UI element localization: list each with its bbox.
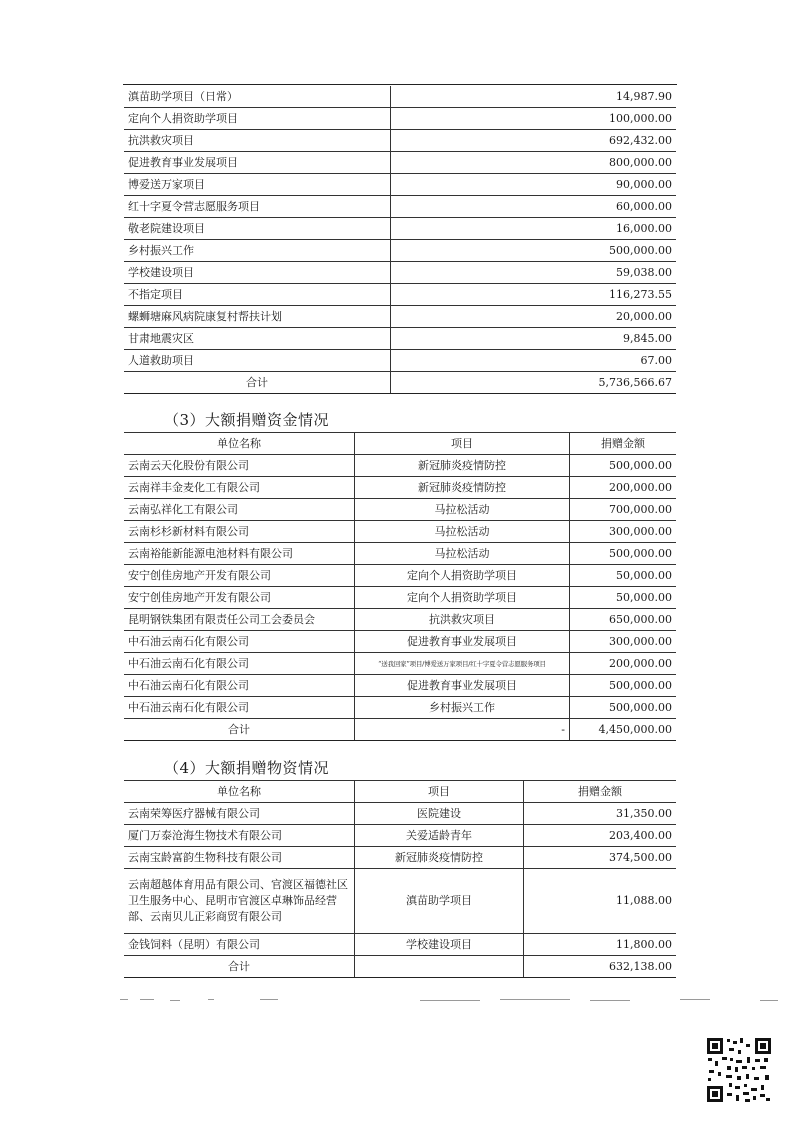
project-amount: 59,038.00 <box>391 262 677 284</box>
donation-amount: 50,000.00 <box>570 565 677 587</box>
donation-amount: 500,000.00 <box>570 697 677 719</box>
total-label: 合计 <box>124 719 355 741</box>
project-amount: 692,432.00 <box>391 130 677 152</box>
donor-unit: 云南云天化股份有限公司 <box>124 455 355 477</box>
large-material-donations-body <box>124 803 676 978</box>
table-header-row <box>124 433 676 455</box>
table-row <box>124 196 676 218</box>
donation-project: 医院建设 <box>355 803 524 825</box>
project-name: 抗洪救灾项目 <box>124 130 391 152</box>
donor-unit: 中石油云南石化有限公司 <box>124 675 355 697</box>
table-row <box>124 521 676 543</box>
donor-unit: 云南杉杉新材料有限公司 <box>124 521 355 543</box>
project-amount: 20,000.00 <box>391 306 677 328</box>
donation-project: 乡村振兴工作 <box>355 697 570 719</box>
project-amount: 500,000.00 <box>391 240 677 262</box>
table-row <box>124 262 676 284</box>
project-amount: 14,987.90 <box>391 86 677 108</box>
total-label: 合计 <box>124 956 355 978</box>
donation-project: 抗洪救灾项目 <box>355 609 570 631</box>
donation-project: 定向个人捐资助学项目 <box>355 587 570 609</box>
section-3-title: （3）大额捐赠资金情况 <box>164 411 330 429</box>
donation-amount: 500,000.00 <box>570 455 677 477</box>
total-label: 合计 <box>124 372 391 394</box>
donation-project: 新冠肺炎疫情防控 <box>355 477 570 499</box>
donation-amount: 200,000.00 <box>570 653 677 675</box>
donation-amount: 374,500.00 <box>524 847 677 869</box>
donor-unit: 昆明钢铁集团有限责任公司工会委员会 <box>124 609 355 631</box>
table-row <box>124 455 676 477</box>
donor-unit: 金钱饲料（昆明）有限公司 <box>124 934 355 956</box>
donation-amount: 700,000.00 <box>570 499 677 521</box>
table-row <box>124 86 676 108</box>
scan-artifact-line <box>120 997 780 1003</box>
table-row <box>124 477 676 499</box>
project-amount: 90,000.00 <box>391 174 677 196</box>
project-amount: 67.00 <box>391 350 677 372</box>
donation-project: 马拉松活动 <box>355 543 570 565</box>
project-name: 乡村振兴工作 <box>124 240 391 262</box>
total-amount: 632,138.00 <box>524 956 677 978</box>
table-row <box>124 543 676 565</box>
donation-amount: 300,000.00 <box>570 521 677 543</box>
total-row <box>124 956 676 978</box>
donor-unit: 云南宝龄富韵生物科技有限公司 <box>124 847 355 869</box>
donation-amount: 11,800.00 <box>524 934 677 956</box>
donation-project: 促进教育事业发展项目 <box>355 675 570 697</box>
table-row <box>124 306 676 328</box>
project-name: 甘肃地震灾区 <box>124 328 391 350</box>
donor-unit: 安宁创佳房地产开发有限公司 <box>124 587 355 609</box>
table-row <box>124 218 676 240</box>
table-row <box>124 697 676 719</box>
table-row <box>124 108 676 130</box>
donation-project: 新冠肺炎疫情防控 <box>355 847 524 869</box>
project-name: 定向个人捐资助学项目 <box>124 108 391 130</box>
table-row <box>124 934 676 956</box>
total-amount: 5,736,566.67 <box>391 372 677 394</box>
donation-project: 学校建设项目 <box>355 934 524 956</box>
table-row <box>124 825 676 847</box>
header-amount: 捐赠金额 <box>524 781 677 803</box>
donation-project: 关爱适龄青年 <box>355 825 524 847</box>
header-project: 项目 <box>355 781 524 803</box>
donation-project: 滇苗助学项目 <box>355 869 524 934</box>
donor-unit: 云南裕能新能源电池材料有限公司 <box>124 543 355 565</box>
project-amount: 60,000.00 <box>391 196 677 218</box>
large-cash-donations-body <box>124 455 676 741</box>
donor-unit: 云南祥丰金麦化工有限公司 <box>124 477 355 499</box>
donation-project: 定向个人捐资助学项目 <box>355 565 570 587</box>
table-row <box>124 675 676 697</box>
donation-project: “送我回家”项目/博爱送万家项目/红十字夏令营志愿服务项目 <box>355 653 570 675</box>
table-row <box>124 152 676 174</box>
large-cash-donations-table <box>124 432 676 741</box>
header-amount: 捐赠金额 <box>570 433 677 455</box>
donor-unit: 云南弘祥化工有限公司 <box>124 499 355 521</box>
donor-unit: 云南荣筹医疗器械有限公司 <box>124 803 355 825</box>
donation-project: 促进教育事业发展项目 <box>355 631 570 653</box>
table-row <box>124 130 676 152</box>
project-amount: 16,000.00 <box>391 218 677 240</box>
donor-unit: 中石油云南石化有限公司 <box>124 653 355 675</box>
header-unit: 单位名称 <box>124 781 355 803</box>
donor-unit: 云南超越体育用品有限公司、官渡区福德社区卫生服务中心、昆明市官渡区卓琳饰品经营部、云南贝儿正彩商贸有限公司 <box>124 869 355 934</box>
header-project: 项目 <box>355 433 570 455</box>
project-amount: 9,845.00 <box>391 328 677 350</box>
project-amount: 800,000.00 <box>391 152 677 174</box>
table-row <box>124 174 676 196</box>
qr-code-icon <box>705 1036 773 1104</box>
donor-unit: 厦门万泰沧海生物技术有限公司 <box>124 825 355 847</box>
project-name: 敬老院建设项目 <box>124 218 391 240</box>
donation-amount: 500,000.00 <box>570 543 677 565</box>
project-name: 不指定项目 <box>124 284 391 306</box>
donation-amount: 50,000.00 <box>570 587 677 609</box>
table-row <box>124 609 676 631</box>
table-row <box>124 803 676 825</box>
table-row <box>124 847 676 869</box>
table-row <box>124 284 676 306</box>
project-amount: 116,273.55 <box>391 284 677 306</box>
table-row <box>124 869 676 934</box>
header-unit: 单位名称 <box>124 433 355 455</box>
total-amount: 4,450,000.00 <box>570 719 677 741</box>
project-name: 促进教育事业发展项目 <box>124 152 391 174</box>
large-material-donations-table <box>124 780 676 978</box>
table-row <box>124 499 676 521</box>
project-summary-body <box>124 86 676 394</box>
total-project: - <box>355 719 570 741</box>
table-row <box>124 587 676 609</box>
project-name: 学校建设项目 <box>124 262 391 284</box>
project-name: 红十字夏令营志愿服务项目 <box>124 196 391 218</box>
project-name: 螺蛳塘麻风病院康复村帮扶计划 <box>124 306 391 328</box>
project-name: 滇苗助学项目（日常） <box>124 86 391 108</box>
table-row <box>124 653 676 675</box>
donation-amount: 500,000.00 <box>570 675 677 697</box>
table-row <box>124 328 676 350</box>
donation-amount: 200,000.00 <box>570 477 677 499</box>
project-name: 博爱送万家项目 <box>124 174 391 196</box>
table-top-rule <box>123 84 677 85</box>
donation-project: 马拉松活动 <box>355 521 570 543</box>
table-header-row <box>124 781 676 803</box>
table-row <box>124 565 676 587</box>
donor-unit: 中石油云南石化有限公司 <box>124 697 355 719</box>
table-row <box>124 350 676 372</box>
donation-project: 马拉松活动 <box>355 499 570 521</box>
total-project <box>355 956 524 978</box>
table-row <box>124 631 676 653</box>
donation-amount: 650,000.00 <box>570 609 677 631</box>
donor-unit: 安宁创佳房地产开发有限公司 <box>124 565 355 587</box>
donation-amount: 31,350.00 <box>524 803 677 825</box>
donor-unit: 中石油云南石化有限公司 <box>124 631 355 653</box>
total-row <box>124 719 676 741</box>
donation-amount: 203,400.00 <box>524 825 677 847</box>
project-name: 人道救助项目 <box>124 350 391 372</box>
donation-amount: 300,000.00 <box>570 631 677 653</box>
project-summary-table <box>124 86 676 394</box>
section-4-title: （4）大额捐赠物资情况 <box>164 759 330 777</box>
total-row <box>124 372 676 394</box>
donation-amount: 11,088.00 <box>524 869 677 934</box>
project-amount: 100,000.00 <box>391 108 677 130</box>
table-row <box>124 240 676 262</box>
donation-project: 新冠肺炎疫情防控 <box>355 455 570 477</box>
